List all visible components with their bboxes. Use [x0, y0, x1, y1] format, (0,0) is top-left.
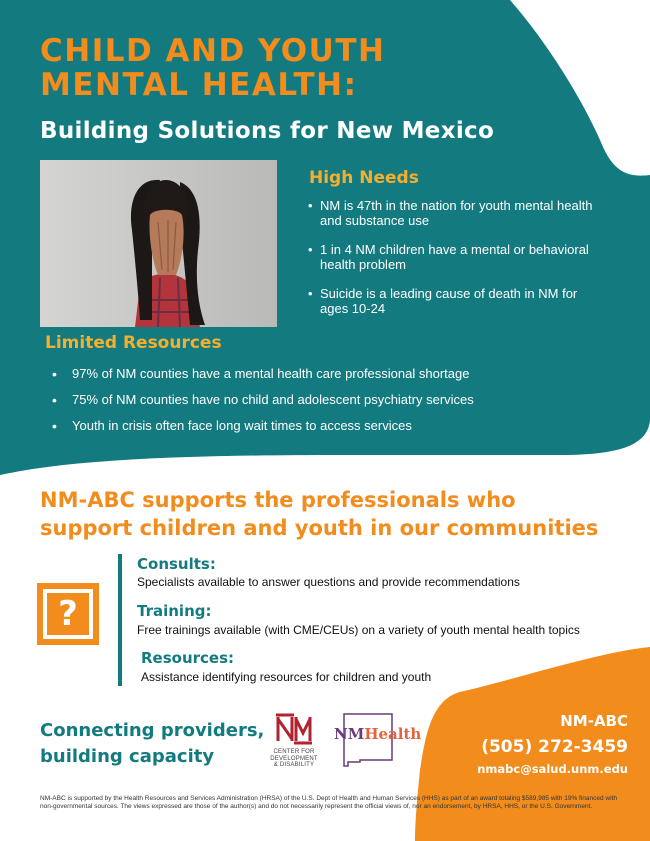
list-item: • 97% of NM counties have a mental health care professional shortage [50, 367, 610, 393]
page-subtitle: Building Solutions for New Mexico [40, 118, 495, 144]
title-line-2: MENTAL HEALTH: [40, 67, 358, 103]
unm-logo-icon [274, 713, 314, 745]
list-item: • Youth in crisis often face long wait times to access services [50, 419, 610, 445]
page-title [40, 34, 385, 102]
consults-text: Specialists available to answer questions and provide recommendations [137, 575, 520, 589]
connecting-tagline [40, 718, 264, 770]
services-divider [118, 554, 122, 686]
limited-resources-heading: Limited Resources [45, 333, 222, 353]
unm-line-3: & DISABILITY [273, 762, 315, 768]
limited-resources-list [50, 367, 610, 445]
nmhealth-health: Health [364, 725, 422, 743]
consults-heading: Consults: [137, 555, 216, 573]
contact-email[interactable]: nmabc@salud.unm.edu [477, 762, 628, 776]
high-needs-heading: High Needs [309, 168, 419, 188]
funding-disclaimer: NM-ABC is supported by the Health Resources and Services Administration (HRSA) of the U.S. Dept of Health and Human Services (HHS) as part of an award totaling $589,985 with 19% financed with non-governmental sources. The views expressed are those of the author(s) and do not necessarily represent the official views of, nor an endorsement, by HRSA, HHS, or the U.S. Government. [40, 795, 617, 810]
nmhealth-wordmark [334, 725, 421, 743]
nmhealth-logo [334, 712, 434, 768]
tagline-line-2: building capacity [40, 746, 215, 767]
support-statement [40, 486, 640, 542]
photo-distressed-girl [40, 160, 277, 327]
list-item: • Suicide is a leading cause of death in NM for ages 10-24 [306, 286, 606, 316]
support-line-1: NM-ABC supports the professionals who [40, 488, 516, 512]
high-needs-list [306, 198, 606, 330]
tagline-line-1: Connecting providers, [40, 720, 265, 741]
contact-phone[interactable]: (505) 272-3459 [481, 737, 628, 757]
nmhealth-nm: NM [334, 725, 365, 743]
question-mark-glyph: ? [43, 589, 93, 639]
resources-text: Assistance identifying resources for children and youth [141, 670, 432, 684]
contact-org: NM-ABC [560, 712, 628, 730]
resources-heading: Resources: [141, 649, 235, 667]
title-line-1: CHILD AND YOUTH [40, 33, 386, 69]
training-heading: Training: [137, 602, 212, 620]
unm-cdd-logo [262, 713, 326, 769]
list-item: • 75% of NM counties have no child and adolescent psychiatry services [50, 393, 610, 419]
list-item: • NM is 47th in the nation for youth mental health and substance use [306, 198, 606, 228]
unm-line-1: CENTER FOR [273, 749, 315, 755]
training-text: Free trainings available (with CME/CEUs) on a variety of youth mental health topics [137, 623, 580, 637]
unm-line-2: DEVELOPMENT [270, 755, 318, 762]
support-line-2: support children and youth in our communities [40, 516, 599, 540]
list-item: • 1 in 4 NM children have a mental or behavioral health problem [306, 242, 606, 272]
question-mark-icon [37, 583, 99, 645]
